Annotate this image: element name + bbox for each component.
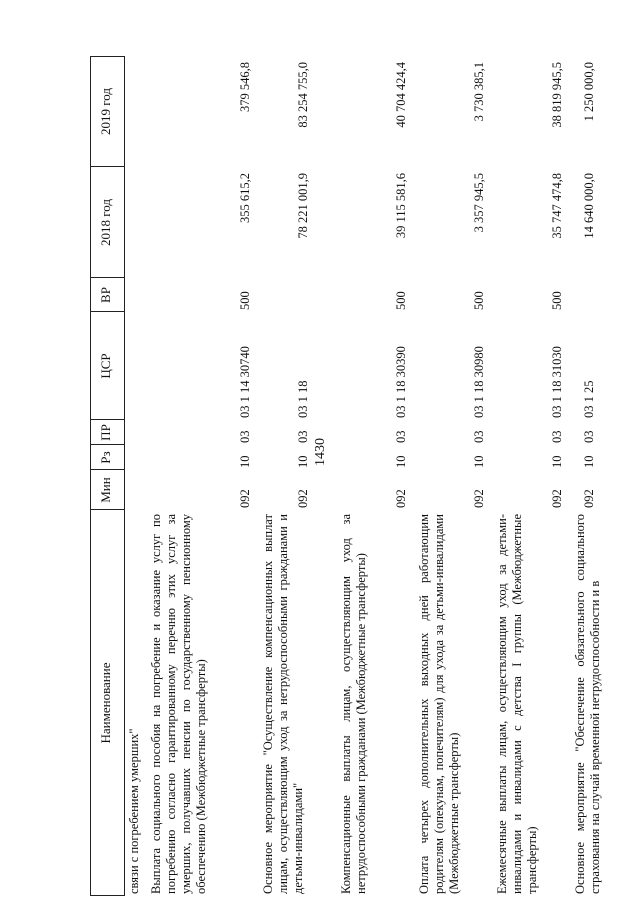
budget-table-rotated xyxy=(90,56,602,896)
cell-vr: 500 xyxy=(472,291,486,310)
cell-y2019: 40 704 424,4 xyxy=(394,62,408,128)
cell-name: Компенсационные выплаты лицам, осуществляющим уход за нетрудоспособными гражданами (Межбюджетные трансферты) xyxy=(339,514,368,894)
cell-vr xyxy=(296,284,312,310)
cell-y2019: 1 250 000,0 xyxy=(582,62,596,122)
cell-csr: 03 1 18 30390 xyxy=(394,346,408,418)
cell-pr: 03 xyxy=(550,430,564,443)
cell-pr: 03 xyxy=(472,430,486,443)
header-column-divider xyxy=(90,166,124,167)
cell-rz: 10 xyxy=(238,455,252,468)
header-2019: 2019 год xyxy=(98,88,113,135)
cell-y2018: 3 357 945,5 xyxy=(472,173,486,233)
cell-rz: 10 xyxy=(582,455,596,468)
cell-y2019 xyxy=(126,58,142,165)
header-column-divider xyxy=(90,509,124,510)
cell-vr xyxy=(126,284,142,310)
cell-rz: 10 xyxy=(550,455,564,468)
cell-y2019: 38 819 945,5 xyxy=(550,62,564,128)
cell-name: Оплата четырех дополнительных выходных дней работающим родителям (опекунам, попечителям) для ухода за детьми-инвалидами (Межбюджетные трансферты) xyxy=(417,514,461,894)
header-2018: 2018 год xyxy=(98,199,113,246)
cell-name: Основное мероприятие "Осуществление компенсационных выплат лицам, осуществляющим уход за нетрудоспособными гражданами и детьми-инвалидами" xyxy=(261,514,305,894)
header-bottom-border xyxy=(124,56,125,896)
header-column-divider xyxy=(90,277,124,278)
header-min: Мин xyxy=(98,477,113,503)
cell-csr: 03 1 18 30980 xyxy=(472,346,486,418)
cell-pr: 03 xyxy=(238,430,252,443)
header-column-divider xyxy=(90,469,124,470)
cell-y2019: 379 546,8 xyxy=(238,62,252,112)
cell-min: 092 xyxy=(472,489,486,508)
header-column-divider xyxy=(90,419,124,420)
table-right-border xyxy=(90,56,124,57)
cell-pr: 03 xyxy=(582,430,596,443)
cell-y2018: 78 221 001,9 xyxy=(296,173,310,239)
cell-rz xyxy=(126,451,142,468)
table-top-border xyxy=(90,56,91,896)
header-name: Наименование xyxy=(98,662,113,744)
cell-min xyxy=(126,476,142,508)
cell-csr: 03 1 14 30740 xyxy=(238,346,252,418)
cell-rz: 10 xyxy=(296,455,310,468)
cell-name: Ежемесячные выплаты лицам, осуществляющим уход за детьми-инвалидами и инвалидами с детства I группы (Межбюджетные трансферты) xyxy=(495,514,539,894)
cell-name: Выплата социального пособия на погребение и оказание услуг по погребению согласно гарантированному перечню этих услуг за умерших, получавших пенсии по государственному пенсионному обеспечению (Межбюджетные трансферты) xyxy=(149,514,208,894)
cell-vr: 500 xyxy=(394,291,408,310)
cell-csr xyxy=(126,318,142,418)
header-pr: ПР xyxy=(98,424,113,441)
cell-rz: 10 xyxy=(472,455,486,468)
cell-csr: 03 1 18 xyxy=(296,380,310,418)
cell-name: Основное мероприятие "Обеспечение обязательного социального страхования на случай временной нетрудоспособности и в xyxy=(573,514,602,894)
cell-min: 092 xyxy=(582,489,596,508)
cell-min: 092 xyxy=(550,489,564,508)
cell-y2019: 83 254 755,0 xyxy=(296,62,310,128)
cell-y2019: 3 730 385,1 xyxy=(472,62,486,122)
cell-csr: 03 1 25 xyxy=(582,380,596,418)
cell-pr: 03 xyxy=(394,430,408,443)
cell-y2018 xyxy=(126,169,142,276)
cell-y2018: 35 747 474,8 xyxy=(550,173,564,239)
header-column-divider xyxy=(90,311,124,312)
cell-name: связи с погребением умерших" xyxy=(127,728,141,894)
cell-min: 092 xyxy=(394,489,408,508)
cell-pr: 03 xyxy=(296,430,310,443)
cell-y2018: 14 640 000,0 xyxy=(582,173,596,239)
cell-y2018: 355 615,2 xyxy=(238,173,252,223)
header-csr: ЦСР xyxy=(98,353,113,379)
cell-csr: 03 1 18 31030 xyxy=(550,346,564,418)
page-number-text: 1430 xyxy=(313,438,328,466)
header-column-divider xyxy=(90,444,124,445)
cell-rz: 10 xyxy=(394,455,408,468)
cell-vr: 500 xyxy=(550,291,564,310)
header-vr: ВР xyxy=(98,287,113,303)
cell-vr xyxy=(582,284,598,310)
cell-pr xyxy=(126,426,142,443)
cell-min: 092 xyxy=(238,489,252,508)
header-rz: Рз xyxy=(98,451,113,464)
cell-min: 092 xyxy=(296,489,310,508)
cell-y2018: 39 115 581,6 xyxy=(394,173,408,239)
budget-table xyxy=(90,56,602,896)
table-left-border xyxy=(90,895,124,896)
cell-vr: 500 xyxy=(238,291,252,310)
